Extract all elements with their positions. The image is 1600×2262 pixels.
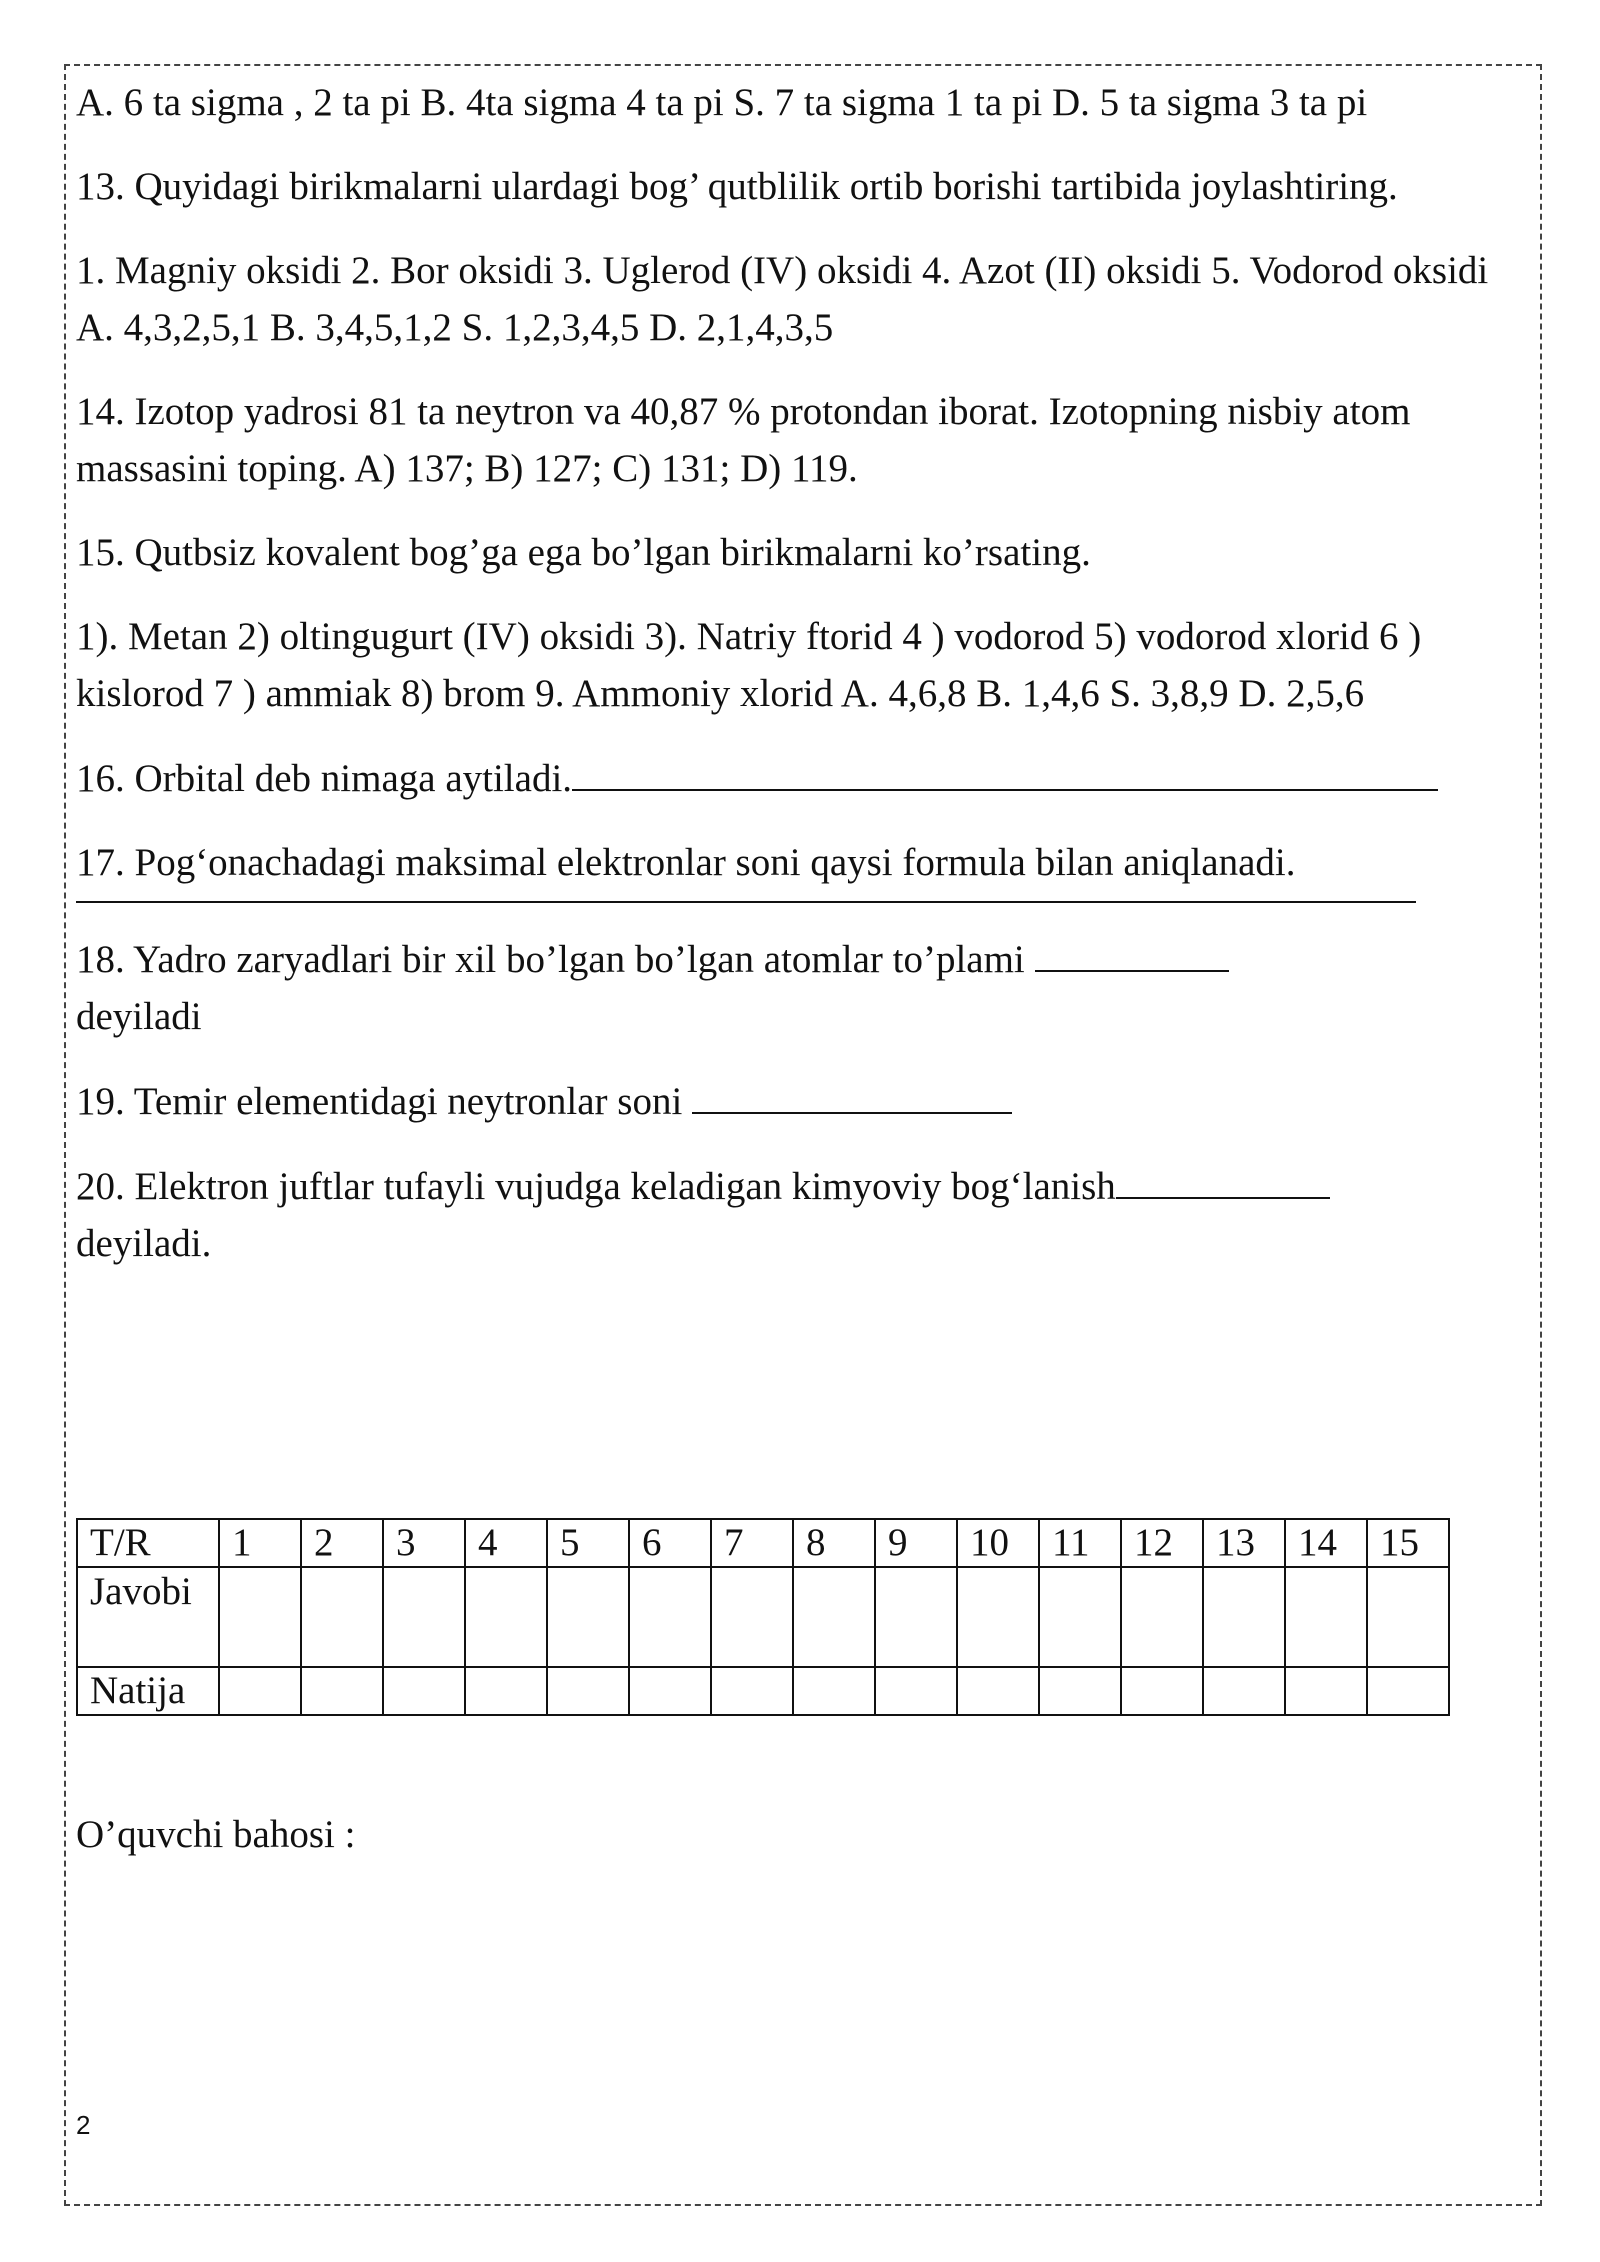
q17-question: 17. Pog‘onachadagi maksimal elektronlar soni qaysi formula bilan aniqlanadi. — [76, 841, 1296, 884]
student-grade-label: O’quvchi bahosi : — [76, 1813, 356, 1856]
q16-row — [76, 749, 1516, 807]
row-header-tr: T/R — [77, 1519, 219, 1567]
q15-options: 1). Metan 2) oltingugurt (IV) oksidi 3). Natriy ftorid 4 ) vodorod 5) vodorod xlorid 6 ) kislorod 7 ) ammiak 8) brom 9. Ammoniy xlorid A. 4,6,8 B. 1,4,6 S. 3,8,9 D. 2,5,6 — [76, 615, 1422, 715]
result-cell[interactable] — [629, 1667, 711, 1715]
answer-cell[interactable] — [957, 1567, 1039, 1667]
document-body — [76, 74, 1516, 1299]
q13-question: 13. Quyidagi birikmalarni ulardagi bog’ qutblilik ortib borishi tartibida joylashtiring. — [76, 165, 1398, 208]
answer-cell[interactable] — [629, 1567, 711, 1667]
row-header-natija: Natija — [77, 1667, 219, 1715]
q18-row — [76, 930, 1516, 1045]
result-cell[interactable] — [1039, 1667, 1121, 1715]
q20-row — [76, 1157, 1516, 1272]
column-header: 3 — [383, 1519, 465, 1567]
answer-cell[interactable] — [547, 1567, 629, 1667]
result-row — [77, 1667, 1449, 1715]
answer-cell[interactable] — [301, 1567, 383, 1667]
column-header: 15 — [1367, 1519, 1449, 1567]
column-header: 12 — [1121, 1519, 1203, 1567]
q18-suffix: deyiladi — [76, 995, 202, 1038]
column-header: 11 — [1039, 1519, 1121, 1567]
column-header: 6 — [629, 1519, 711, 1567]
result-cell[interactable] — [1285, 1667, 1367, 1715]
result-cell[interactable] — [1367, 1667, 1449, 1715]
result-cell[interactable] — [301, 1667, 383, 1715]
q14-question: 14. Izotop yadrosi 81 ta neytron va 40,87 % protondan iborat. Izotopning nisbiy atom massasini toping. A) 137; B) 127; C) 131; D) 119. — [76, 390, 1411, 490]
column-header: 10 — [957, 1519, 1039, 1567]
result-cell[interactable] — [1121, 1667, 1203, 1715]
q20-question: 20. Elektron juftlar tufayli vujudga keladigan kimyoviy bog‘lanish — [76, 1165, 1116, 1208]
answer-table-header-row — [77, 1519, 1449, 1567]
answer-cell[interactable] — [711, 1567, 793, 1667]
answer-cell[interactable] — [875, 1567, 957, 1667]
answer-cell[interactable] — [465, 1567, 547, 1667]
column-header: 7 — [711, 1519, 793, 1567]
page-number: 2 — [76, 2110, 91, 2140]
column-header: 13 — [1203, 1519, 1285, 1567]
q19-question: 19. Temir elementidagi neytronlar soni — [76, 1080, 683, 1123]
result-cell[interactable] — [957, 1667, 1039, 1715]
q20-suffix: deyiladi. — [76, 1222, 212, 1265]
column-header: 5 — [547, 1519, 629, 1567]
answer-cell[interactable] — [1285, 1567, 1367, 1667]
answer-cell[interactable] — [1367, 1567, 1449, 1667]
column-header: 2 — [301, 1519, 383, 1567]
answer-table — [76, 1518, 1450, 1716]
q18-answer-blank[interactable] — [1035, 930, 1229, 972]
column-header: 14 — [1285, 1519, 1367, 1567]
answer-cell[interactable] — [793, 1567, 875, 1667]
q15-question: 15. Qutbsiz kovalent bog’ga ega bo’lgan birikmalarni ko’rsating. — [76, 531, 1091, 574]
q13-options: 1. Magniy oksidi 2. Bor oksidi 3. Uglerod (IV) oksidi 4. Azot (II) oksidi 5. Vodorod oksidi A. 4,3,2,5,1 B. 3,4,5,1,2 S. 1,2,3,4,5 D. 2,1,4,3,5 — [76, 249, 1489, 349]
result-cell[interactable] — [875, 1667, 957, 1715]
row-header-javobi: Javobi — [77, 1567, 219, 1667]
result-cell[interactable] — [711, 1667, 793, 1715]
result-cell[interactable] — [465, 1667, 547, 1715]
q20-answer-blank[interactable] — [1116, 1157, 1330, 1199]
answer-row — [77, 1567, 1449, 1667]
answer-cell[interactable] — [1121, 1567, 1203, 1667]
column-header: 8 — [793, 1519, 875, 1567]
result-cell[interactable] — [793, 1667, 875, 1715]
q18-question: 18. Yadro zaryadlari bir xil bo’lgan bo’lgan atomlar to’plami — [76, 938, 1025, 981]
answer-cell[interactable] — [1039, 1567, 1121, 1667]
result-cell[interactable] — [383, 1667, 465, 1715]
q16-answer-blank[interactable] — [572, 749, 1438, 791]
column-header: 1 — [219, 1519, 301, 1567]
q12-answers: A. 6 ta sigma , 2 ta pi B. 4ta sigma 4 ta pi S. 7 ta sigma 1 ta pi D. 5 ta sigma 3 ta pi — [76, 81, 1368, 124]
answer-cell[interactable] — [383, 1567, 465, 1667]
q19-row — [76, 1072, 1516, 1130]
result-cell[interactable] — [1203, 1667, 1285, 1715]
column-header: 9 — [875, 1519, 957, 1567]
q16-question: 16. Orbital deb nimaga aytiladi. — [76, 757, 573, 800]
result-cell[interactable] — [547, 1667, 629, 1715]
answer-cell[interactable] — [219, 1567, 301, 1667]
q17-answer-line[interactable] — [76, 891, 1416, 903]
result-cell[interactable] — [219, 1667, 301, 1715]
column-header: 4 — [465, 1519, 547, 1567]
q19-answer-blank[interactable] — [692, 1072, 1012, 1114]
answer-cell[interactable] — [1203, 1567, 1285, 1667]
